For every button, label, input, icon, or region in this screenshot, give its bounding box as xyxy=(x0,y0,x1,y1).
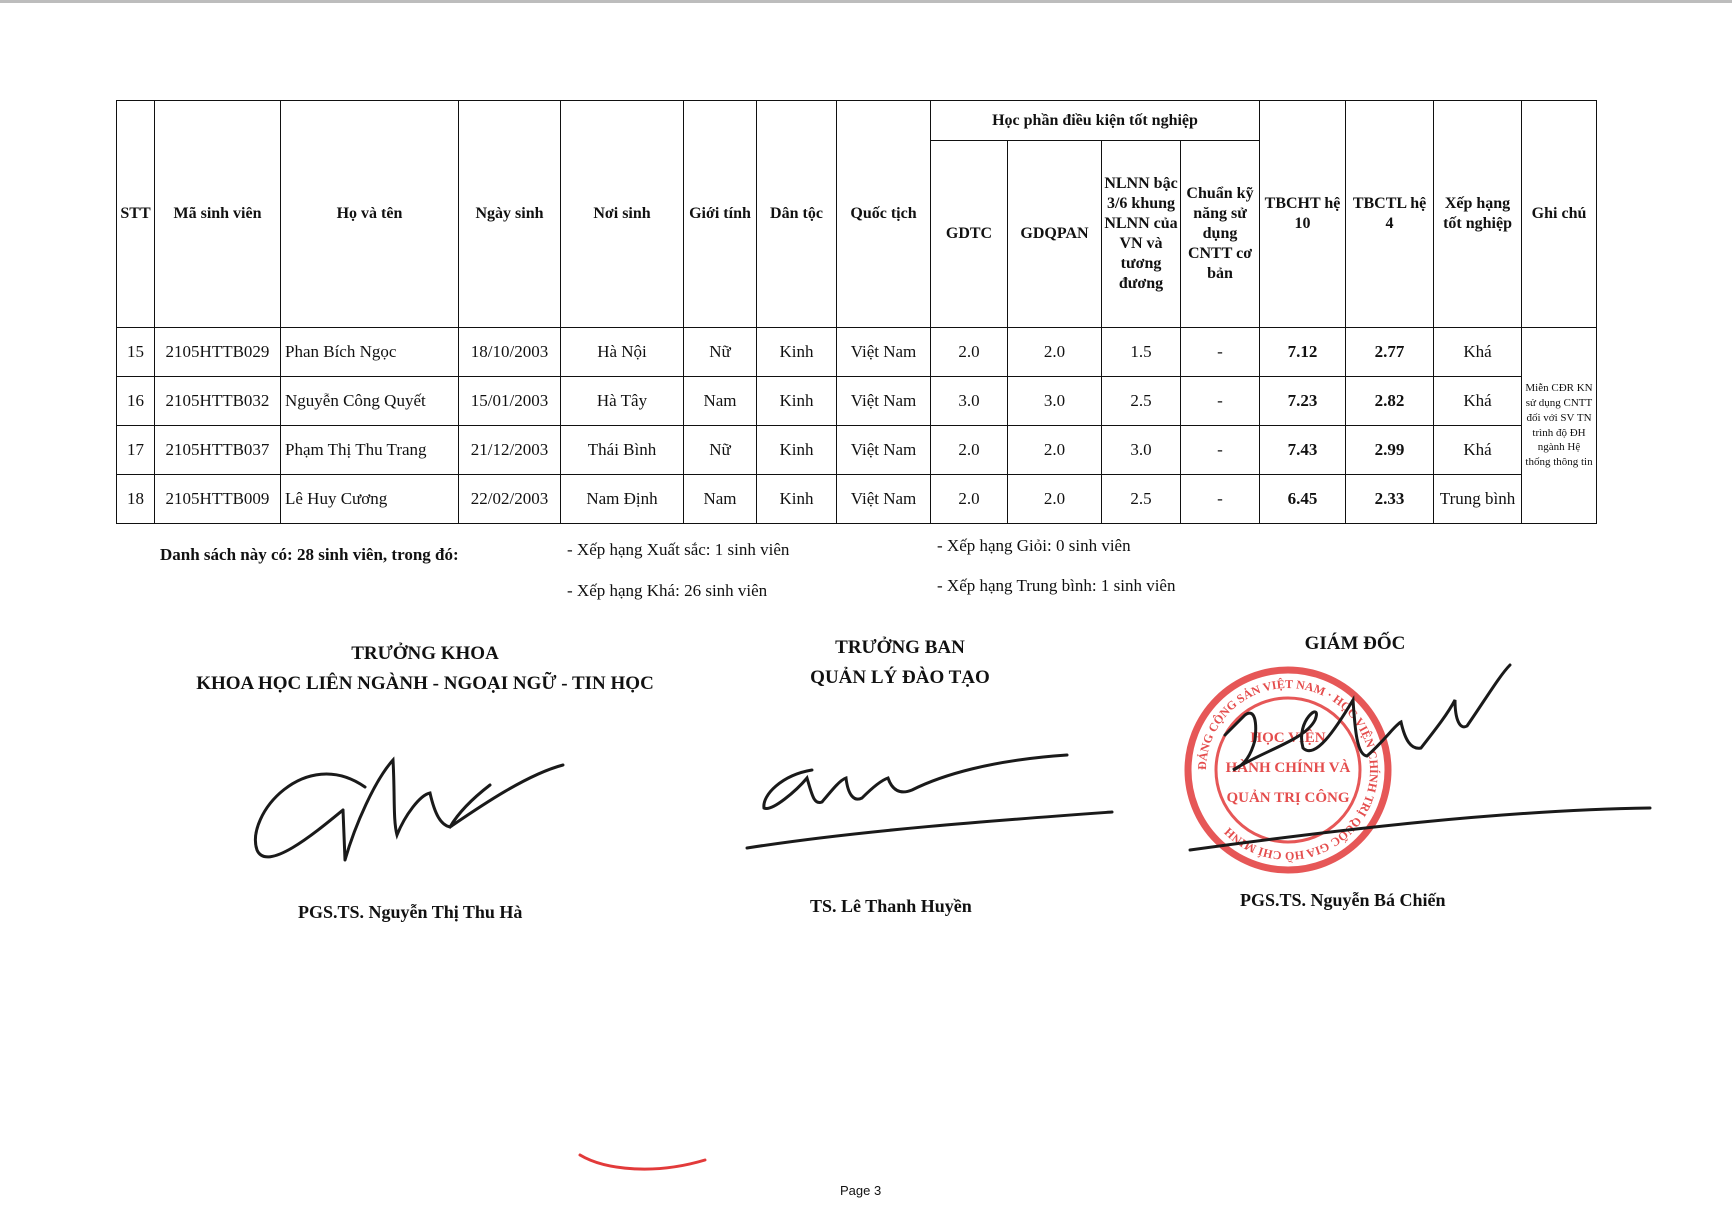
cell-nationality: Việt Nam xyxy=(837,377,931,426)
table-row xyxy=(117,377,1597,426)
middle-signer-department: QUẢN LÝ ĐÀO TẠO xyxy=(810,667,990,688)
cell-birthplace: Hà Nội xyxy=(561,328,684,377)
cell-student-id: 2105HTTB029 xyxy=(155,328,281,377)
graduation-table xyxy=(116,100,1597,524)
header-cntt: Chuẩn kỹ năng sử dụng CNTT cơ bản xyxy=(1181,141,1260,328)
cell-rank: Khá xyxy=(1434,328,1522,377)
middle-signer-title: TRƯỞNG BAN xyxy=(835,637,965,658)
summary-excellent: - Xếp hạng Xuất sắc: 1 sinh viên xyxy=(567,540,790,559)
cell-cntt: - xyxy=(1181,475,1260,524)
header-tbcht: TBCHT hệ 10 xyxy=(1260,101,1346,328)
cell-student-id: 2105HTTB037 xyxy=(155,426,281,475)
cell-rank: Trung bình xyxy=(1434,475,1522,524)
header-student-id: Mã sinh viên xyxy=(155,101,281,328)
summary-average: - Xếp hạng Trung bình: 1 sinh viên xyxy=(937,576,1176,595)
summary-lead: Danh sách này có: 28 sinh viên, trong đó: xyxy=(160,545,459,564)
cell-cntt: - xyxy=(1181,328,1260,377)
cell-tbctl: 2.77 xyxy=(1346,328,1434,377)
header-gdtc: GDTC xyxy=(931,141,1008,328)
cell-gdqpan: 3.0 xyxy=(1008,377,1102,426)
table-row xyxy=(117,426,1597,475)
cell-dob: 15/01/2003 xyxy=(459,377,561,426)
header-birthplace: Nơi sinh xyxy=(561,101,684,328)
header-note: Ghi chú xyxy=(1522,101,1597,328)
cell-nationality: Việt Nam xyxy=(837,475,931,524)
cell-gender: Nam xyxy=(684,475,757,524)
cell-gdqpan: 2.0 xyxy=(1008,328,1102,377)
cell-dob: 22/02/2003 xyxy=(459,475,561,524)
cell-nationality: Việt Nam xyxy=(837,328,931,377)
cell-birthplace: Nam Định xyxy=(561,475,684,524)
left-signer-title: TRƯỞNG KHOA xyxy=(351,643,499,664)
right-handwritten-signature xyxy=(1185,660,1655,860)
cell-gender: Nữ xyxy=(684,328,757,377)
cell-birthplace: Hà Tây xyxy=(561,377,684,426)
cell-nlnn: 2.5 xyxy=(1102,475,1181,524)
summary-very-good: - Xếp hạng Giỏi: 0 sinh viên xyxy=(937,536,1131,555)
cell-dob: 21/12/2003 xyxy=(459,426,561,475)
stamp-line-2: HÀNH CHÍNH VÀ xyxy=(1225,760,1351,776)
cell-rank: Khá xyxy=(1434,426,1522,475)
cell-ethnicity: Kinh xyxy=(757,475,837,524)
cell-gdqpan: 2.0 xyxy=(1008,475,1102,524)
red-ink-mark xyxy=(575,1150,715,1180)
right-signer-title: GIÁM ĐỐC xyxy=(1304,633,1406,654)
cell-rank: Khá xyxy=(1434,377,1522,426)
right-signer-name: PGS.TS. Nguyễn Bá Chiến xyxy=(1240,890,1446,910)
cell-student-id: 2105HTTB009 xyxy=(155,475,281,524)
header-dob: Ngày sinh xyxy=(459,101,561,328)
stamp-line-3: QUẢN TRỊ CÔNG xyxy=(1226,790,1350,806)
middle-signer-name: TS. Lê Thanh Huyền xyxy=(810,896,972,916)
page-number: Page 3 xyxy=(840,1183,882,1198)
cell-tbcht: 7.12 xyxy=(1260,328,1346,377)
cell-stt: 17 xyxy=(117,426,155,475)
cell-gdtc: 2.0 xyxy=(931,328,1008,377)
header-full-name: Họ và tên xyxy=(281,101,459,328)
header-gdqpan: GDQPAN xyxy=(1008,141,1102,328)
cell-tbcht: 6.45 xyxy=(1260,475,1346,524)
stamp-line-1: HỌC VIỆN xyxy=(1250,730,1326,746)
header-nlnn: NLNN bậc 3/6 khung NLNN của VN và tương đương xyxy=(1102,141,1181,328)
table-row xyxy=(117,475,1597,524)
cell-stt: 16 xyxy=(117,377,155,426)
cell-nlnn: 2.5 xyxy=(1102,377,1181,426)
cell-birthplace: Thái Bình xyxy=(561,426,684,475)
summary-good: - Xếp hạng Khá: 26 sinh viên xyxy=(567,581,768,600)
cell-cntt: - xyxy=(1181,377,1260,426)
cell-tbctl: 2.99 xyxy=(1346,426,1434,475)
cell-ethnicity: Kinh xyxy=(757,377,837,426)
cell-full-name: Lê Huy Cương xyxy=(281,475,459,524)
cell-tbctl: 2.82 xyxy=(1346,377,1434,426)
cell-gdtc: 2.0 xyxy=(931,426,1008,475)
cell-full-name: Nguyễn Công Quyết xyxy=(281,377,459,426)
cell-note: Miễn CĐR KN sử dụng CNTT đối với SV TN trình độ ĐH ngành Hệ thống thông tin xyxy=(1522,328,1597,524)
header-ethnicity: Dân tộc xyxy=(757,101,837,328)
middle-handwritten-signature xyxy=(742,750,1122,860)
cell-nlnn: 3.0 xyxy=(1102,426,1181,475)
header-graduation-conditions: Học phần điều kiện tốt nghiệp xyxy=(931,101,1260,141)
cell-nlnn: 1.5 xyxy=(1102,328,1181,377)
cell-gender: Nam xyxy=(684,377,757,426)
cell-gdtc: 2.0 xyxy=(931,475,1008,524)
scan-edge xyxy=(0,0,1732,3)
stamp-ring-text: ĐẢNG CỘNG SẢN VIỆT NAM · HỌC VIỆN CHÍNH TRỊ QUỐC GIA HỒ CHÍ MINH xyxy=(1194,676,1382,864)
left-signer-department: KHOA HỌC LIÊN NGÀNH - NGOẠI NGỮ - TIN HỌC xyxy=(196,673,654,694)
left-handwritten-signature xyxy=(245,755,575,875)
cell-tbcht: 7.23 xyxy=(1260,377,1346,426)
header-rank: Xếp hạng tốt nghiệp xyxy=(1434,101,1522,328)
cell-cntt: - xyxy=(1181,426,1260,475)
cell-stt: 15 xyxy=(117,328,155,377)
left-signer-name: PGS.TS. Nguyễn Thị Thu Hà xyxy=(298,902,523,922)
cell-gdqpan: 2.0 xyxy=(1008,426,1102,475)
cell-tbctl: 2.33 xyxy=(1346,475,1434,524)
header-tbctl: TBCTL hệ 4 xyxy=(1346,101,1434,328)
cell-dob: 18/10/2003 xyxy=(459,328,561,377)
table-row xyxy=(117,328,1597,377)
cell-student-id: 2105HTTB032 xyxy=(155,377,281,426)
header-gender: Giới tính xyxy=(684,101,757,328)
header-nationality: Quốc tịch xyxy=(837,101,931,328)
cell-nationality: Việt Nam xyxy=(837,426,931,475)
cell-full-name: Phạm Thị Thu Trang xyxy=(281,426,459,475)
cell-gdtc: 3.0 xyxy=(931,377,1008,426)
cell-stt: 18 xyxy=(117,475,155,524)
cell-tbcht: 7.43 xyxy=(1260,426,1346,475)
cell-full-name: Phan Bích Ngọc xyxy=(281,328,459,377)
header-stt: STT xyxy=(117,101,155,328)
cell-gender: Nữ xyxy=(684,426,757,475)
cell-ethnicity: Kinh xyxy=(757,426,837,475)
cell-ethnicity: Kinh xyxy=(757,328,837,377)
